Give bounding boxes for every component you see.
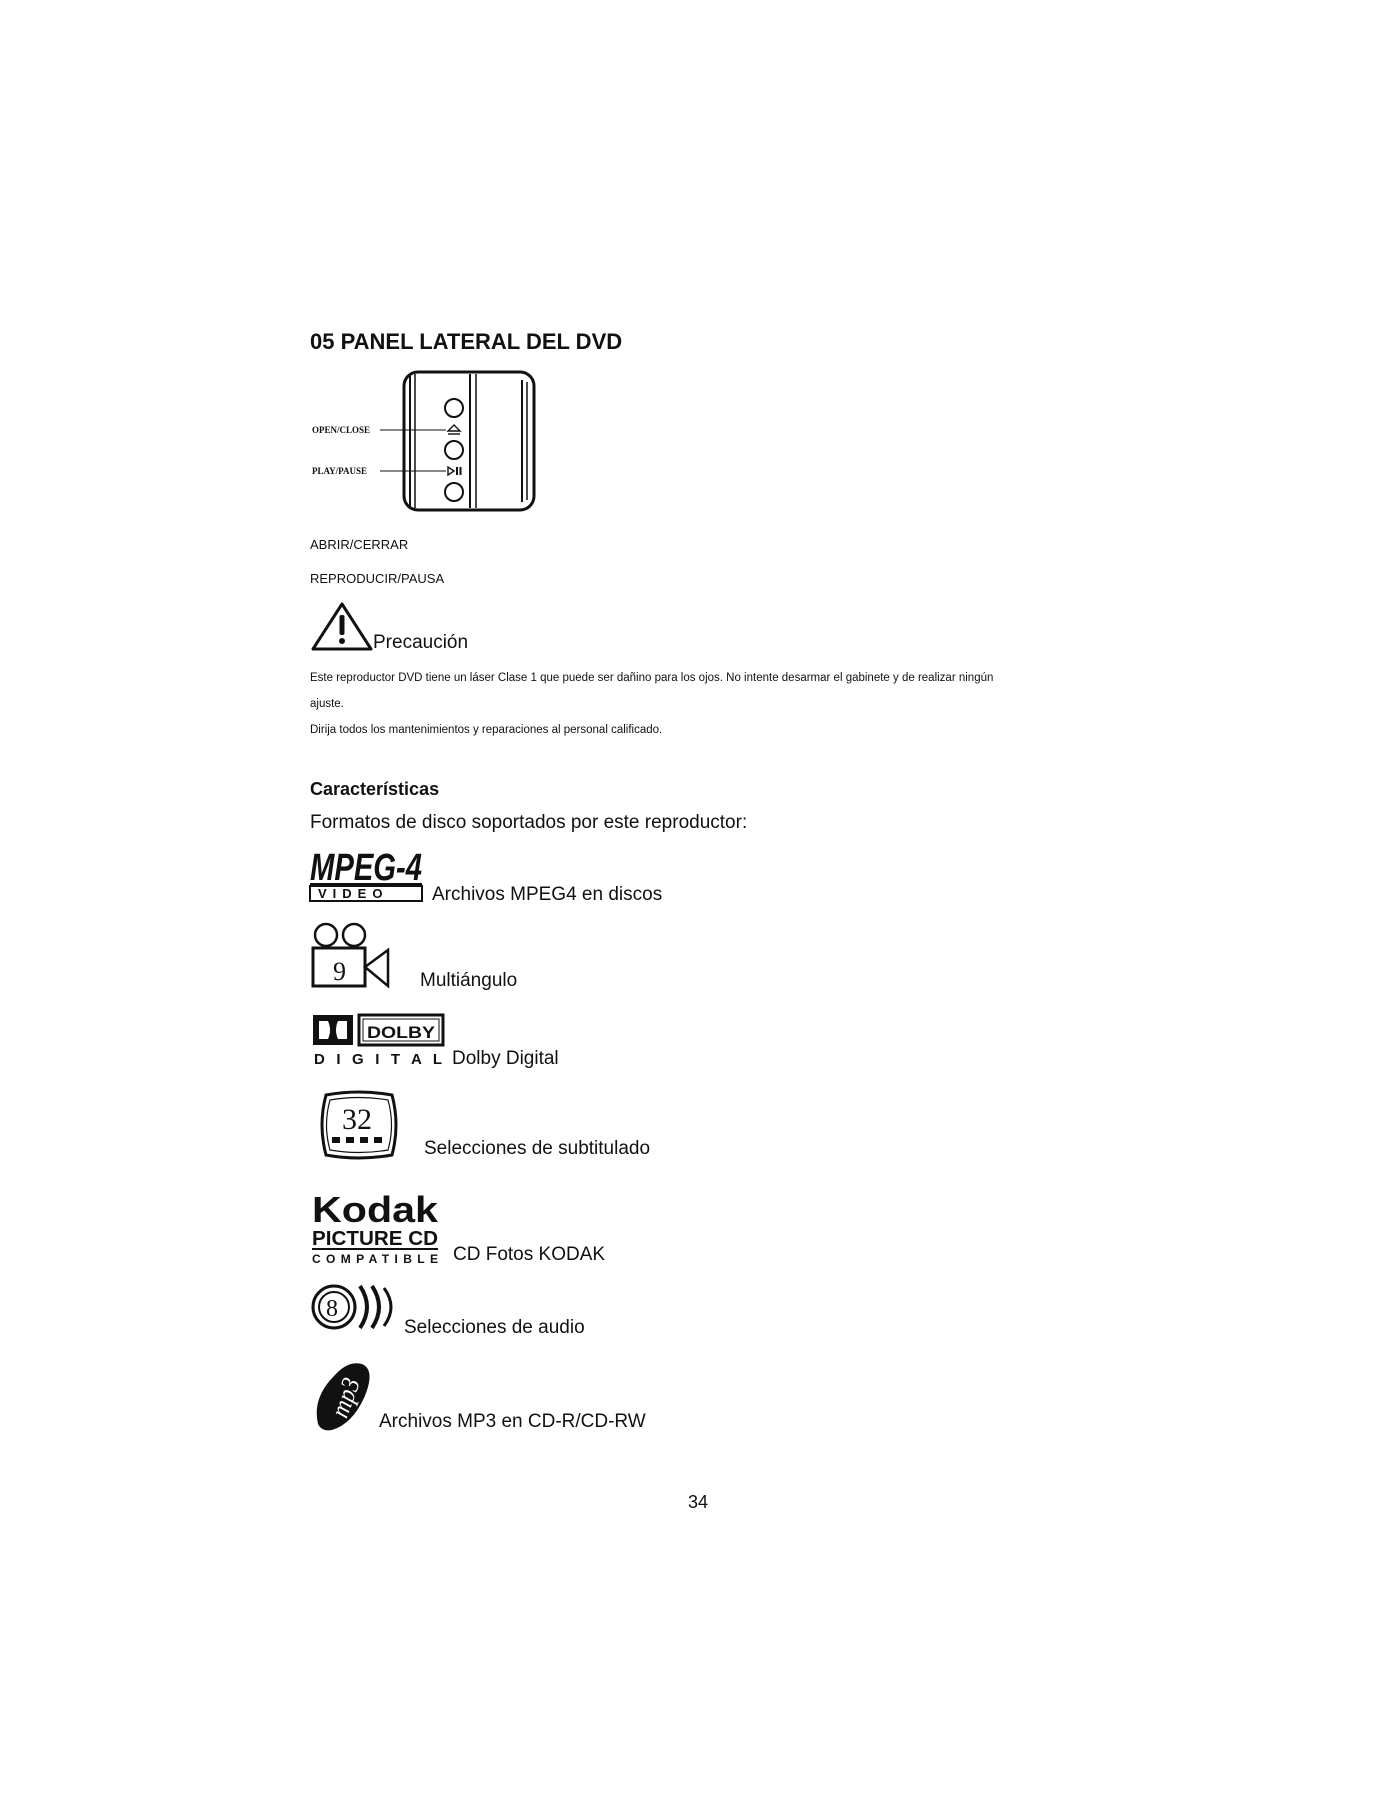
- formats-intro: Formatos de disco soportados por este reproductor:: [310, 812, 748, 833]
- mpeg4-video-logo: [308, 842, 426, 904]
- svg-text:9: 9: [333, 957, 346, 986]
- features-title: Características: [310, 779, 440, 799]
- svg-text:COMPATIBLE: COMPATIBLE: [312, 1252, 438, 1266]
- dvd-side-panel-diagram: [308, 370, 538, 516]
- warning-icon: [310, 601, 374, 653]
- feature-label-dolby: Dolby Digital: [452, 1048, 559, 1069]
- mp3-logo: [312, 1358, 374, 1434]
- dolby-digital-logo: [312, 1013, 446, 1069]
- caution-text-line2: ajuste.: [310, 698, 344, 710]
- svg-text:DOLBY: DOLBY: [367, 1023, 436, 1042]
- svg-text:32: 32: [342, 1103, 372, 1136]
- feature-label-audio: Selecciones de audio: [404, 1317, 585, 1338]
- caution-text-line1: Este reproductor DVD tiene un láser Clase 1 que puede ser dañino para los ojos. No intente desarmar el gabinete y de realizar ningún: [310, 672, 994, 684]
- audio-selection-icon: [310, 1282, 402, 1336]
- label-open-close: ABRIR/CERRAR: [310, 537, 409, 552]
- diagram-label-play-pause: PLAY/PAUSE: [312, 466, 368, 476]
- feature-label-mpeg4: Archivos MPEG4 en discos: [432, 884, 663, 905]
- caution-text-line3: Dirija todos los mantenimientos y reparaciones al personal calificado.: [310, 724, 663, 736]
- multi-angle-camera-icon: [310, 922, 392, 990]
- svg-text:MPEG-4: MPEG-4: [310, 847, 422, 889]
- svg-text:D I G I T A L: D I G I T A L: [314, 1051, 442, 1068]
- subtitle-icon: [316, 1091, 402, 1159]
- caution-title: Precaución: [373, 632, 469, 653]
- svg-text:mp3: mp3: [324, 1369, 368, 1422]
- kodak-picture-cd-logo: [310, 1190, 442, 1266]
- feature-label-multiangle: Multiángulo: [420, 970, 518, 991]
- svg-text:Kodak: Kodak: [312, 1189, 440, 1230]
- svg-text:PICTURE CD: PICTURE CD: [312, 1228, 438, 1250]
- label-play-pause: REPRODUCIR/PAUSA: [310, 571, 445, 586]
- feature-label-kodak: CD Fotos KODAK: [453, 1244, 606, 1265]
- svg-text:8: 8: [326, 1296, 338, 1322]
- feature-label-subtitle: Selecciones de subtitulado: [424, 1138, 651, 1159]
- section-heading: 05 PANEL LATERAL DEL DVD: [310, 329, 623, 354]
- diagram-label-open-close: OPEN/CLOSE: [312, 425, 371, 435]
- svg-text:VIDEO: VIDEO: [318, 886, 389, 901]
- feature-label-mp3: Archivos MP3 en CD-R/CD-RW: [379, 1411, 646, 1432]
- page-number: 34: [688, 1492, 709, 1512]
